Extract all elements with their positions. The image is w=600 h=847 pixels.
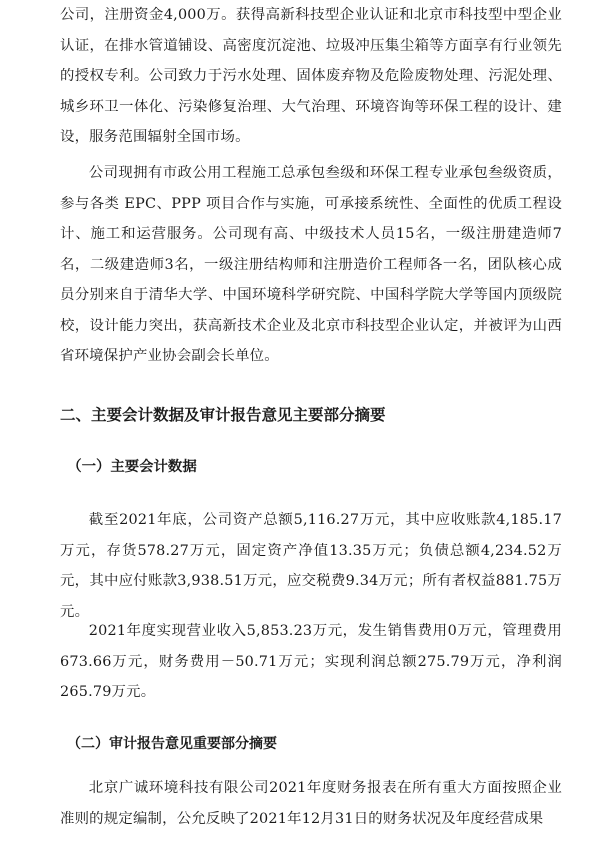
section-heading: 二、主要会计数据及审计报告意见主要部分摘要: [60, 406, 386, 424]
qualification-paragraph: 公司现拥有市政公用工程施工总承包叁级和环保工程专业承包叁级资质，参与各类 EPC、PPP 项目合作与实施，可承接系统性、全面性的优质工程设计、施工和运营服务。公司现有高、中级技术人员15名，一级注册建造师7名，二级建造师3名，一级注册结构师和注册造价工程师各一名，团队核心成员分别来自于清华大学、中国环境科学研究院、中国科学院大学等国内顶级院校，设计能力突出，获高新技术企业及北京市科技型企业认定，并被评为山西省环境保护产业协会副会长单位。: [60, 165, 562, 364]
subsection-heading-audit-opinion: （二）审计报告意见重要部分摘要: [67, 736, 277, 752]
income-paragraph: 2021年度实现营业收入5,853.23万元，发生销售费用0万元，管理费用673.66万元，财务费用－50.71万元；实现利润总额275.79万元，净利润265.79万元。: [60, 623, 562, 700]
audit-opinion-paragraph: 北京广诚环境科技有限公司2021年度财务报表在所有重大方面按照企业准则的规定编制，公允反映了2021年12月31日的财务状况及年度经营成果: [60, 780, 562, 827]
subsection-heading-accounting-data: （一）主要会计数据: [67, 458, 197, 475]
balance-sheet-paragraph: 截至2021年底，公司资产总额5,116.27万元，其中应收账款4,185.17万元，存货578.27万元，固定资产净值13.35万元；负债总额4,234.52万元，其中应付账款3,938.51万元，应交税费9.34万元；所有者权益881.75万元。: [60, 512, 562, 620]
company-intro-paragraph: 公司，注册资金4,000万。获得高新科技型企业认证和北京市科技型中型企业认证，在排水管道铺设、高密度沉淀池、垃圾冲压集尘箱等方面享有行业领先的授权专利。公司致力于污水处理、固体废弃物及危险废物处理、污泥处理、城乡环卫一体化、污染修复治理、大气治理、环境咨询等环保工程的设计、建设，服务范围辐射全国市场。: [60, 7, 562, 145]
